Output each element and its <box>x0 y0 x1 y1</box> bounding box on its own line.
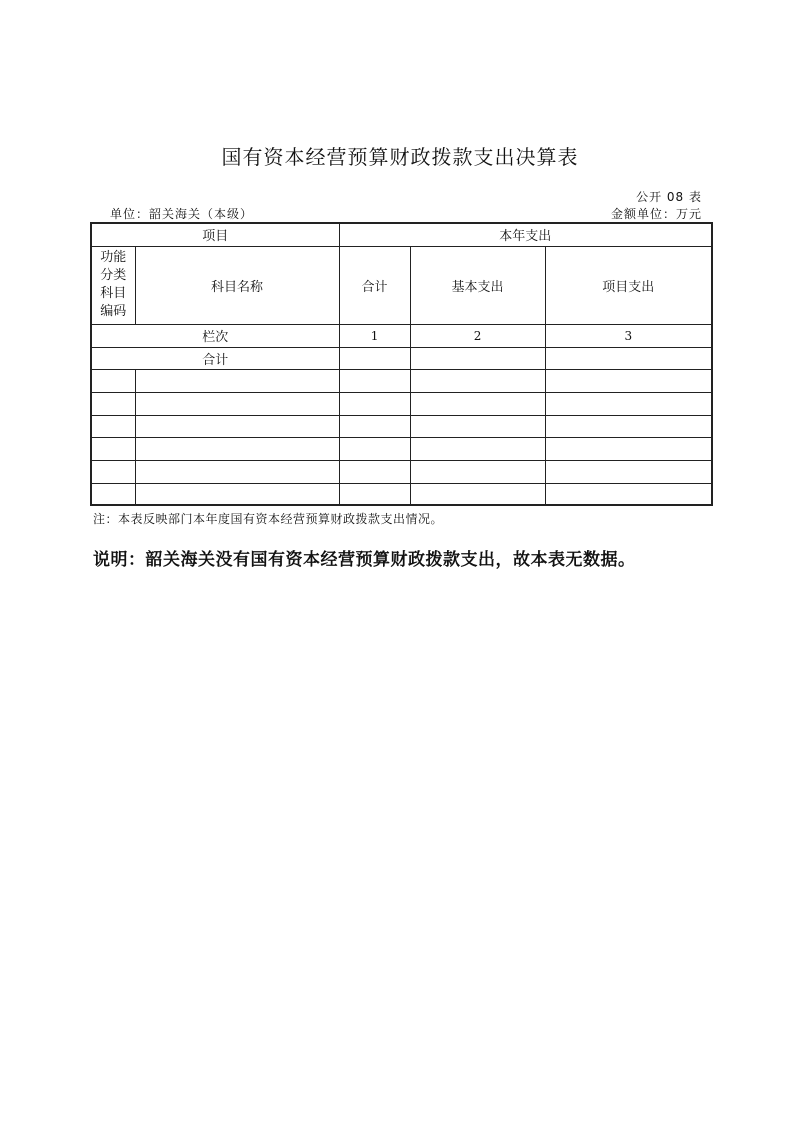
index-1: 1 <box>339 324 410 347</box>
form-number: 公开 08 表 <box>636 190 702 204</box>
header-project-expenditure: 项目支出 <box>545 246 712 324</box>
total-project <box>545 347 712 369</box>
header-basic-expenditure: 基本支出 <box>410 246 545 324</box>
table-row <box>91 483 712 505</box>
total-row <box>91 347 712 369</box>
table-header-row-2 <box>91 246 712 324</box>
table-row <box>91 369 712 392</box>
index-row <box>91 324 712 347</box>
table-note: 注：本表反映部门本年度国有资本经营预算财政拨款支出情况。 <box>93 512 444 526</box>
header-function-code: 功能 分类 科目 编码 <box>91 246 135 324</box>
unit-label: 单位：韶关海关（本级） <box>110 207 254 221</box>
table-row <box>91 392 712 415</box>
index-label: 栏次 <box>91 324 339 347</box>
header-total: 合计 <box>339 246 410 324</box>
amount-unit-label: 金额单位：万元 <box>610 207 702 221</box>
header-current-year: 本年支出 <box>339 223 712 246</box>
table-header-row-1 <box>91 223 712 246</box>
table-row <box>91 415 712 437</box>
page-title: 国有资本经营预算财政拨款支出决算表 <box>221 145 579 169</box>
total-basic <box>410 347 545 369</box>
expenditure-table <box>90 222 713 506</box>
table-row <box>91 460 712 483</box>
index-2: 2 <box>410 324 545 347</box>
explanation-text: 说明：韶关海关没有国有资本经营预算财政拨款支出，故本表无数据。 <box>93 550 636 570</box>
total-label: 合计 <box>91 347 339 369</box>
header-subject-name: 科目名称 <box>135 246 339 324</box>
total-value <box>339 347 410 369</box>
index-3: 3 <box>545 324 712 347</box>
table-row <box>91 437 712 460</box>
header-project: 项目 <box>91 223 339 246</box>
